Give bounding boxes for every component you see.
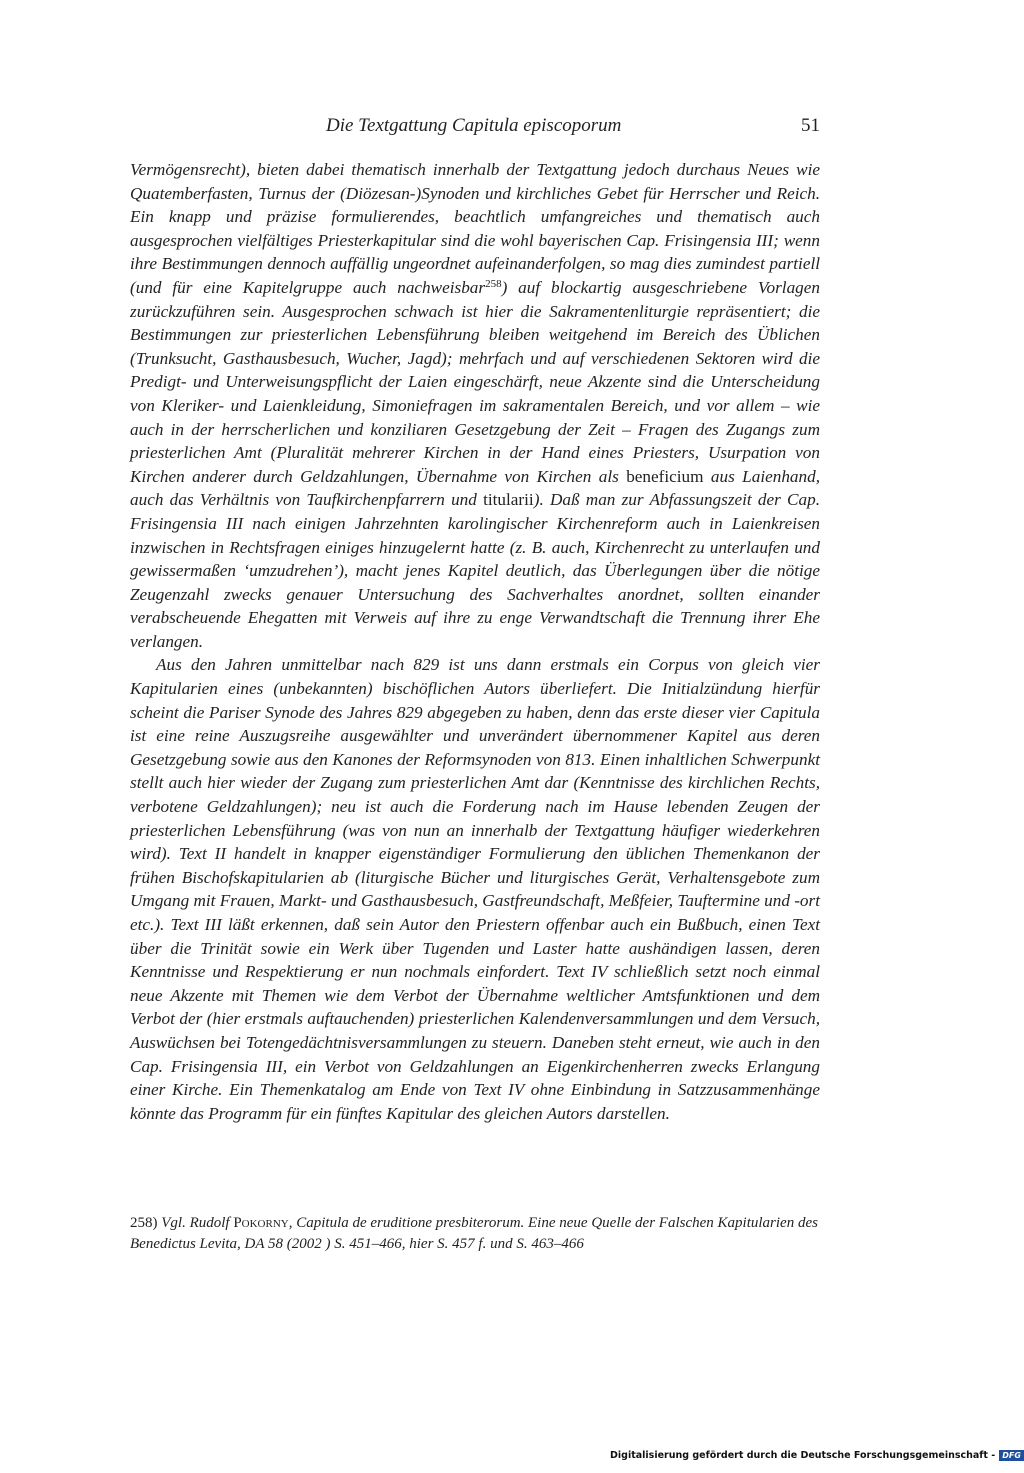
- funding-note: Digitalisierung gefördert durch die Deutsche Forschungsgemeinschaft -: [610, 1449, 996, 1461]
- footnote-reference[interactable]: 258: [485, 277, 502, 290]
- footnote-author: Pokorny: [233, 1215, 289, 1231]
- paragraph-1: Vermögensrecht), bieten dabei thematisch innerhalb der Textgattung jedoch durchaus Neues wie Quatemberfasten, Turnus der (Diözesan-)Synoden und kirchliches Gebet für Herrscher und Reich. Ein knapp und präzise formulierendes, beachtlich umfangreiches und thematisch auch ausgesprochen vielfältiges Priesterkapitular sind die wohl bayerischen Cap. Frisingensia III; wenn ihre Bestimmungen dennoch auffällig ungeordnet aufeinanderfolgen, so mag dies zumindest partiell (und für eine Kapitelgruppe auch nachweisbar$^{258}$) auf blockartig ausgeschriebene Vorlagen zurückzuführen sein. Ausgesprochen schwach ist hier die Sakramentenliturgie repräsentiert; die Bestimmungen zur priesterlichen Lebensführung bleiben weitgehend im Bereich des Üblichen (Trunksucht, Gasthausbesuch, Wucher, Jagd); mehrfach und auf verschiedenen Sektoren wird die Predigt- und Unterweisungspflicht der Laien eingeschärft, neue Akzente sind die Unterscheidung von Kleriker- und Laienkleidung, Simoniefragen im sakramentalen Bereich, und vor allem – wie auch in der herrscherlichen und konziliaren Gesetzgebung der Zeit – Fragen des Zugangs zum priesterlichen Amt (Pluralität mehrerer Kirchen in der Hand eines Priesters, Usurpation von Kirchen anderer durch Geldzahlungen, Übernahme von Kirchen als beneficium aus Laienhand, auch das Verhältnis von Taufkirchenpfarrern und titularii). Daß man zur Abfassungszeit der Cap. Frisingensia III nach einigen Jahrzehnten karolingischer Kirchenreform auch in Laienkreisen inzwischen in Rechtsfragen einiges hinzugelernt hatte (z. B. auch, Kirchenrecht zu unterlaufen und gewissermaßen ‘umzudrehen’), macht jenes Kapitel deutlich, das Überlegungen über die nötige Zeugenzahl zwecks genauer Untersuchung des Sachverhaltes anordnet, sollten einander verabscheuende Ehegatten mit Verweis auf ihre zu enge Verwandtschaft die Trennung ihrer Ehe verlangen.: [130, 160, 821, 651]
- footnote: 258) Vgl. Rudolf Pokorny, Capitula de eruditione presbiterorum. Eine neue Quelle der Falschen Kapitularien des Benedictus Levita, DA 58 (2002 ) S. 451–466, hier S. 457 f. und S. 463–466: [130, 1215, 818, 1252]
- dfg-logo-icon: DFG: [999, 1450, 1024, 1461]
- latin-term: titularii: [483, 490, 534, 510]
- footnote-number: 258): [130, 1215, 158, 1231]
- funding-footer: [610, 1448, 1024, 1462]
- running-title: Die Textgattung Capitula episcoporum: [326, 115, 622, 136]
- paragraph-2: Aus den Jahren unmittelbar nach 829 ist uns dann erstmals ein Corpus von gleich vier Kapitularien eines (unbekannten) bischöflichen Autors überliefert. Die Initialzündung hierfür scheint die Pariser Synode des Jahres 829 abgegeben zu haben, denn das erste dieser vier Capitula ist eine reine Auszugsreihe ausgewählter und unverändert übernommener Kapitel aus deren Gesetzgebung sowie aus den Kanones der Reformsynoden von 813. Einen inhaltlichen Schwerpunkt stellt auch hier wieder der Zugang zum priesterlichen Amt dar (Kenntnisse des kirchlichen Rechts, verbotene Geldzahlungen); neu ist auch die Forderung nach im Hause lebenden Zeugen der priesterlichen Lebensführung (was von nun an innerhalb der Textgattung häufiger wiederkehren wird). Text II handelt in knapper eigenständiger Formulierung den üblichen Themenkanon der frühen Bischofskapitularien ab (liturgische Bücher und liturgisches Gerät, Verhaltensgebote zum Umgang mit Frauen, Markt- und Gasthausbesuch, Gastfreundschaft, Meßfeier, Tauftermine und -ort etc.). Text III läßt erkennen, daß sein Autor den Priestern offenbar auch ein Bußbuch, einen Text über die Trinität sowie ein Werk über Tugenden und Laster hatte aushändigen lassen, deren Kenntnisse und Respektierung er nun nochmals einfordert. Text IV schließlich setzt noch einmal neue Akzente mit Themen wie dem Verbot der Übernahme weltlicher Amtsfunktionen und dem Verbot der (hier erstmals auftauchenden) priesterlichen Kalendenversammlungen und dem Versuch, Auswüchsen bei Totengedächtnisversammlungen zu steuern. Daneben steht erneut, wie auch in den Cap. Frisingensia III, ein Verbot von Geldzahlungen an Eigenkirchenherren zwecks Erlangung einer Kirche. Ein Themenkatalog am Ende von Text IV ohne Einbindung in Satzzusammenhänge könnte das Programm für ein fünftes Kapitular des gleichen Autors darstellen.: [130, 655, 820, 1123]
- main-text: [130, 158, 820, 1125]
- latin-term: beneficium: [626, 466, 704, 486]
- page-number: 51: [801, 115, 820, 136]
- running-header: [130, 115, 820, 143]
